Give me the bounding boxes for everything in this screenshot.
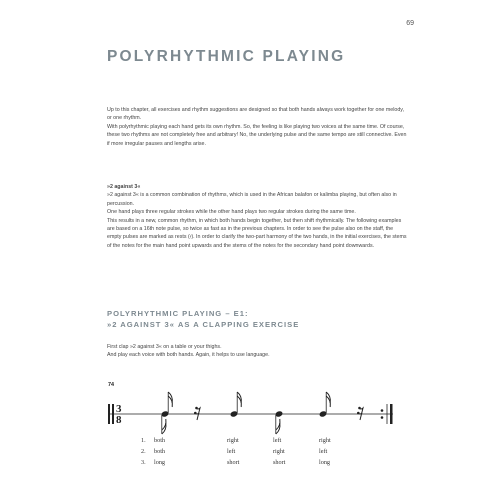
exercise-paragraph: First clap »2 against 3« on a table or your thighs. [107,344,222,350]
intro-paragraph: Up to this chapter, all exercises and rhythm suggestions are designed so that both hands always work together for one melody, or one rhythm. [107,107,404,122]
chapter-title: POLYRHYTHMIC PLAYING [107,48,346,65]
counting-word: left [227,448,236,456]
intro-paragraph: With polyrhythmic playing each hand gets its own rhythm. So, the feeling is like playing two voices at the same time. Of course, these two rhythms are not completely free and arbitrary! No, the underlying pulse and the same tempo are still connective. Even if more irregular pauses and lengths arise. [107,123,407,147]
counting-word: both [154,448,166,456]
percussion-clef [112,404,114,424]
counting-word: short [227,459,240,467]
counting-word: both [154,437,166,444]
counting-word: right [227,437,239,444]
section-paragraph: »2 against 3« is a common combination of rhythms, which is used in the African balafon or kalimba playing, but often also in percussion. [107,192,397,207]
exercise-heading-line1: POLYRHYTHMIC PLAYING – E1: [107,309,249,318]
note-both [161,392,173,434]
counting-row [141,435,391,446]
counting-word: long [154,459,166,467]
counting-word: short [273,459,286,467]
counting-word: long [319,459,331,467]
section-paragraph: One hand plays three regular strokes while the other hand plays two regular strokes during the same time. [107,209,356,216]
sixteenth-rest [194,407,200,420]
counting-row [141,457,391,468]
exercise-heading-line2: »2 AGAINST 3« AS A CLAPPING EXERCISE [107,319,300,329]
counting-word: left [273,437,282,444]
counting-number: 3. [141,459,146,467]
percussion-clef [108,404,110,424]
exercise-paragraph: And play each voice with both hands. Again, it helps to use language. [107,352,270,359]
counting-number: 2. [141,448,146,456]
note-left [275,410,284,434]
page-number: 69 [406,20,414,27]
section-subheading: »2 against 3« [107,184,141,190]
counting-word: left [319,448,328,456]
sixteenth-rest [357,407,363,420]
counting-number: 1. [141,437,146,444]
time-signature-top: 3 [116,403,122,415]
counting-row [141,446,391,457]
counting-word: right [273,448,285,456]
section-paragraph: This results in a new, common rhythm, in which both hands begin together, but then shift rhythmically. The following examples are based on a 16th note pulse, so twice as fast as in the previous chapters. In order to see the pulse also on the staff, the empty pulses are marked as rests (𝄿). In order to clarify the two-part harmony of the two hands, in the initial exercises, the stems of the notes for the main hand point upwards and the stems of the notes for the secondary hand point downwards. [107,217,407,249]
counting-list [141,435,391,469]
measure-number: 74 [108,382,114,388]
time-signature-bottom: 8 [116,414,122,426]
counting-word: right [319,437,331,444]
